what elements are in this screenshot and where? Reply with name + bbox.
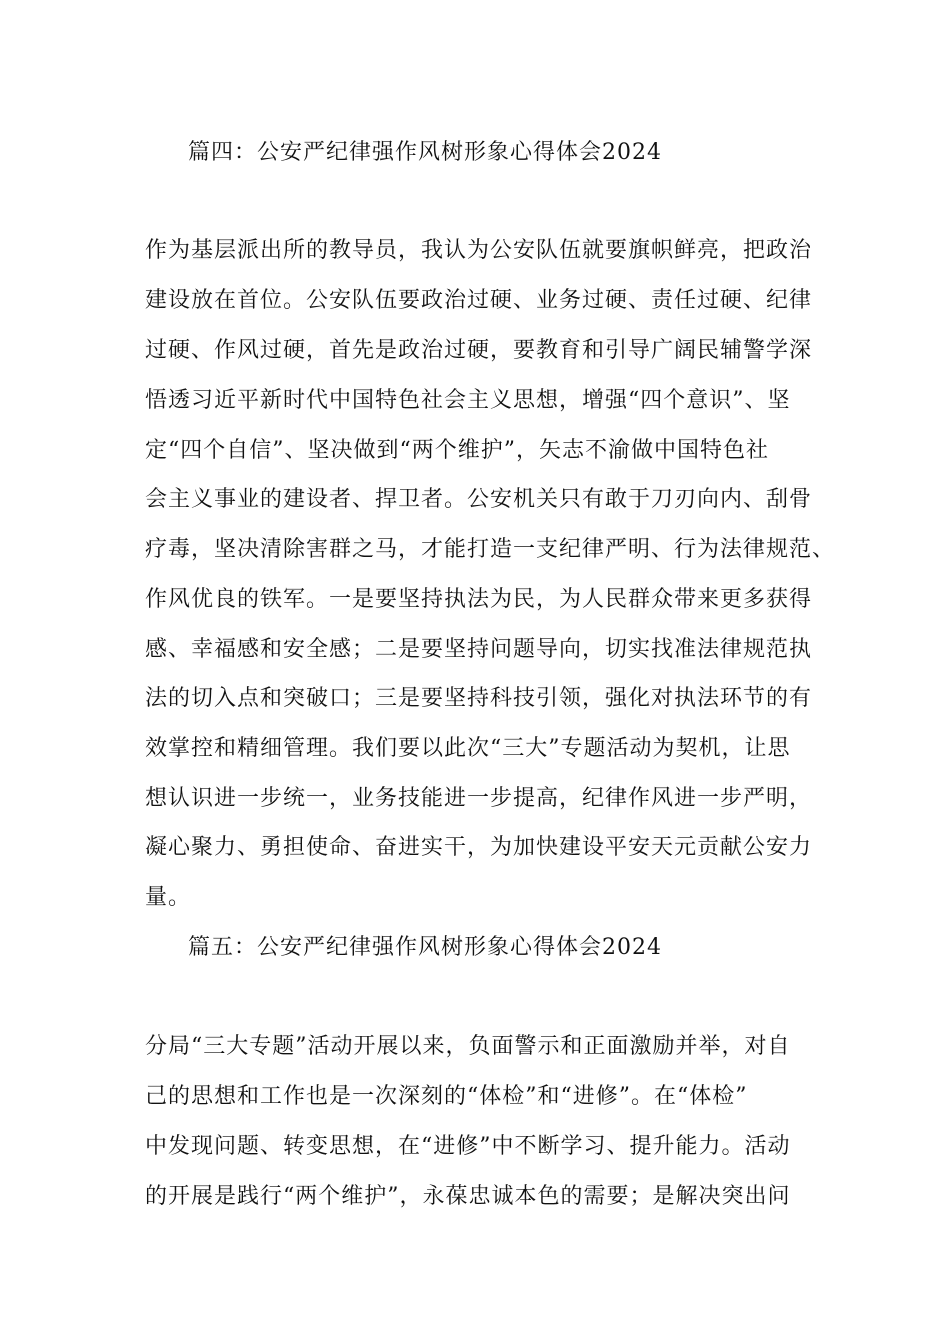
section4-line: 量。 [145, 885, 192, 910]
section4-line: 法的切入点和突破口；三是要坚持科技引领，强化对执法环节的有 [145, 686, 813, 711]
section5-heading: 篇五：公安严纪律强作风树形象心得体会2024 [188, 935, 662, 960]
section4-line: 会主义事业的建设者、捍卫者。公安机关只有敢于刀刃向内、刮骨 [145, 487, 813, 512]
section5-line: 的开展是践行“两个维护”，永葆忠诚本色的需要；是解决突出问 [145, 1184, 791, 1209]
section4-line: 作为基层派出所的教导员，我认为公安队伍就要旗帜鲜亮，把政治 [145, 238, 813, 263]
section5-line: 分局“三大专题”活动开展以来，负面警示和正面激励并举，对自 [145, 1034, 791, 1059]
section4-line: 建设放在首位。公安队伍要政治过硬、业务过硬、责任过硬、纪律 [145, 288, 813, 313]
section4-line: 过硬、作风过硬，首先是政治过硬，要教育和引导广阔民辅警学深 [145, 338, 813, 363]
section4-line: 悟透习近平新时代中国特色社会主义思想，增强“四个意识”、坚 [145, 388, 791, 413]
section4-line: 定“四个自信”、坚决做到“两个维护”，矢志不渝做中国特色社 [145, 438, 769, 463]
section4-line: 效掌控和精细管理。我们要以此次“三大”专题活动为契机，让思 [145, 736, 791, 761]
section5-line: 中发现问题、转变思想，在“进修”中不断学习、提升能力。活动 [145, 1134, 791, 1159]
section4-line: 感、幸福感和安全感；二是要坚持问题导向，切实找准法律规范执 [145, 637, 813, 662]
section4-line: 疗毒，坚决清除害群之马，才能打造一支纪律严明、行为法律规范、 [145, 537, 836, 562]
section4-line: 凝心聚力、勇担使命、奋进实干，为加快建设平安天元贡献公安力 [145, 835, 813, 860]
section4-line: 想认识进一步统一，业务技能进一步提高，纪律作风进一步严明， [145, 786, 813, 811]
section4-line: 作风优良的铁军。一是要坚持执法为民，为人民群众带来更多获得 [145, 587, 813, 612]
section5-line: 己的思想和工作也是一次深刻的“体检”和“进修”。在“体检” [145, 1084, 748, 1109]
section4-heading: 篇四：公安严纪律强作风树形象心得体会2024 [188, 140, 662, 165]
